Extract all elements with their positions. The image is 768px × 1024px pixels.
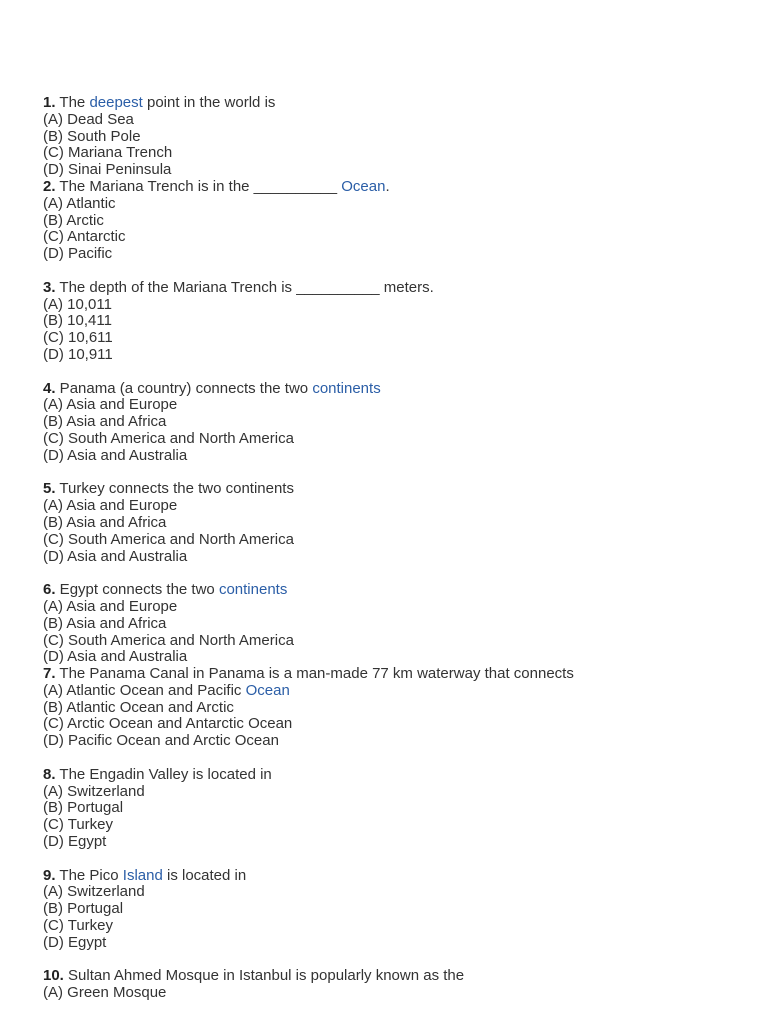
question-text: The Panama Canal in Panama is a man-made 77 km waterway that connects [55, 665, 574, 683]
option-c: (C) Turkey [43, 816, 114, 834]
option-b: (B) Arctic [43, 211, 104, 229]
option-a: (A) Green Mosque [43, 984, 167, 1002]
option-b: (B) Asia and Africa [43, 614, 167, 632]
question-4 [43, 381, 743, 398]
option-c: (C) Arctic Ocean and Antarctic Ocean [43, 715, 293, 733]
link-deepest[interactable]: deepest [89, 94, 143, 111]
option-d: (D) Asia and Australia [43, 648, 188, 666]
option-d: (D) Egypt [43, 933, 107, 951]
option-c: (C) South America and North America [43, 429, 294, 447]
option-b: (B) Atlantic Ocean and Arctic [43, 698, 234, 716]
option-a: (A) Switzerland [43, 883, 145, 901]
quiz-document [43, 95, 743, 1002]
option-d: (D) Pacific Ocean and Arctic Ocean [43, 732, 279, 750]
question-number: 7. [43, 665, 56, 683]
spacer [43, 364, 743, 381]
question-text: The Pico [55, 866, 123, 884]
question-2 [43, 179, 743, 196]
link-continents[interactable]: continents [218, 581, 288, 599]
option-c: (C) Antarctic [43, 228, 126, 246]
link-ocean[interactable]: Ocean [245, 681, 290, 699]
question-number: 10. [43, 967, 64, 985]
question-number: 2. [43, 177, 56, 195]
option-a: (A) Dead Sea [43, 110, 134, 128]
option-b: (B) South Pole [43, 127, 141, 145]
option-c: (C) South America and North America [43, 530, 294, 548]
option-c: (C) 10,611 [43, 329, 113, 347]
question-1 [43, 95, 743, 112]
option-b: (B) 10,411 [43, 312, 112, 330]
question-text: The Mariana Trench is in the __________ [55, 177, 342, 195]
question-text: The depth of the Mariana Trench is __________ meters. [55, 278, 434, 296]
option-d: (D) Asia and Australia [43, 547, 188, 565]
option-b: (B) Portugal [43, 900, 124, 918]
question-number: 1. [43, 94, 56, 111]
spacer [43, 263, 743, 280]
question-10 [43, 968, 743, 985]
option-d: (D) 10,911 [43, 345, 113, 363]
option-d: (D) Asia and Australia [43, 446, 188, 464]
question-3 [43, 280, 743, 297]
question-number: 3. [43, 278, 56, 296]
question-text: is located in [162, 866, 247, 884]
option-a: (A) Asia and Europe [43, 396, 178, 414]
option-a: (A) 10,011 [43, 295, 112, 313]
link-continents[interactable]: continents [312, 379, 381, 397]
question-7 [43, 666, 743, 683]
option-c: (C) Turkey [43, 917, 114, 935]
question-number: 8. [43, 765, 56, 783]
question-8 [43, 767, 743, 784]
option-d: (D) Sinai Peninsula [43, 161, 172, 179]
option-d: (D) Egypt [43, 833, 107, 851]
question-text: Turkey connects the two continents [55, 480, 294, 498]
spacer [43, 952, 743, 969]
spacer [43, 750, 743, 767]
spacer [43, 565, 743, 582]
question-number: 4. [43, 379, 56, 397]
question-text: Sultan Ahmed Mosque in Istanbul is popularly known as the [63, 967, 465, 985]
option-b: (B) Asia and Africa [43, 513, 167, 531]
link-island[interactable]: Island [122, 866, 163, 884]
option-d: (D) Pacific [43, 245, 113, 263]
link-ocean[interactable]: Ocean [341, 177, 386, 195]
question-6 [43, 582, 743, 599]
option-c: (C) South America and North America [43, 631, 294, 649]
option-b: (B) Portugal [43, 799, 124, 817]
question-text: . [385, 177, 390, 195]
question-text: The [55, 94, 90, 111]
question-number: 6. [43, 581, 56, 599]
question-text: point in the world is [142, 94, 276, 111]
question-text: Panama (a country) connects the two [55, 379, 313, 397]
question-9 [43, 868, 743, 885]
spacer [43, 851, 743, 868]
question-5 [43, 481, 743, 498]
question-text: The Engadin Valley is located in [55, 765, 272, 783]
option-b: (B) Asia and Africa [43, 413, 167, 431]
option-a [43, 683, 743, 700]
spacer [43, 465, 743, 482]
option-c: (C) Mariana Trench [43, 144, 173, 162]
option-a: (A) Atlantic [43, 194, 116, 212]
question-text: Egypt connects the two [55, 581, 219, 599]
option-a: (A) Switzerland [43, 782, 145, 800]
option-a: (A) Asia and Europe [43, 497, 178, 515]
option-a-text: (A) Atlantic Ocean and Pacific [43, 681, 246, 699]
question-number: 9. [43, 866, 56, 884]
question-number: 5. [43, 480, 56, 498]
option-a: (A) Asia and Europe [43, 597, 178, 615]
